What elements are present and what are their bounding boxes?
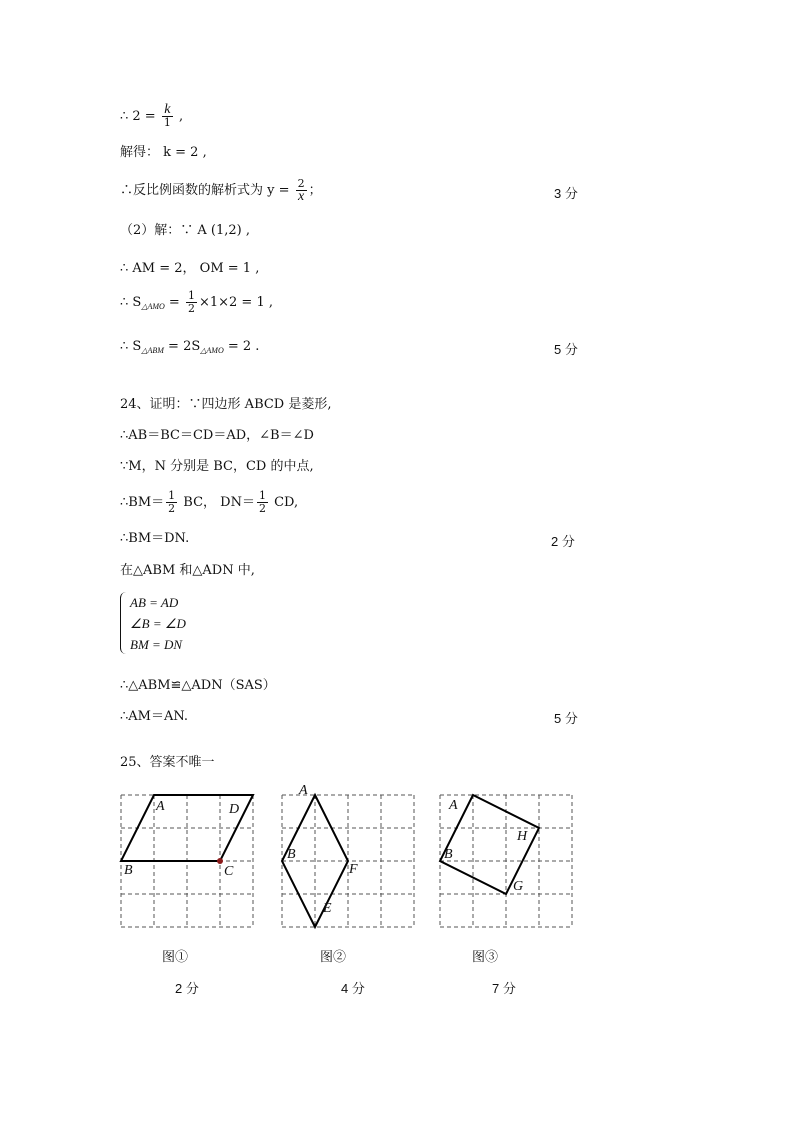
line-text: = 2 . <box>223 339 260 354</box>
q24-half-lengths <box>120 490 298 515</box>
score-3: 3 分 <box>554 186 578 201</box>
brace <box>120 592 127 654</box>
area-abm-line <box>120 338 259 360</box>
point-c-marker <box>217 858 223 864</box>
label-b: B <box>287 847 296 862</box>
score-2: 2 分 <box>551 534 575 549</box>
label-f: F <box>349 862 358 877</box>
fraction <box>296 178 307 203</box>
denominator: 2 <box>258 502 266 515</box>
label-c: C <box>224 864 234 879</box>
q24-equal-sides: ∴AB＝BC＝CD＝AD，∠B＝∠D <box>120 428 314 443</box>
line-text: ∴ S <box>120 339 142 354</box>
q24-midpoints: ∵M，N 分别是 BC，CD 的中点, <box>120 459 314 474</box>
numerator: 2 <box>297 177 305 190</box>
part2-intro-line: （2）解：∵ A (1,2) , <box>120 223 251 238</box>
q24-triangles: 在△ABM 和△ADN 中, <box>120 563 255 578</box>
figure-1-score: 2 分 <box>175 981 199 996</box>
line-text: = <box>164 295 180 310</box>
subscript: △AMO <box>141 302 165 311</box>
eq-k-over-1: ∴ 2 = $\frac{k}{1}$ , <box>120 102 184 129</box>
label-g: G <box>513 879 524 894</box>
line-text: ∴BM＝ <box>120 495 165 510</box>
system-row: ∠B = ∠D <box>130 616 186 631</box>
figure-3-score: 7 分 <box>492 981 516 996</box>
system-row: BM = DN <box>130 637 183 652</box>
line-text: BC， DN＝ <box>179 495 255 510</box>
denominator: 1 <box>163 116 171 129</box>
fraction <box>186 290 197 315</box>
figure-2-score: 4 分 <box>341 981 365 996</box>
q24-conclusion: ∴AM＝AN. <box>120 709 189 724</box>
q25-heading: 25、答案不唯一 <box>120 755 215 770</box>
function-expression-line <box>120 178 322 203</box>
label-e: E <box>323 901 332 916</box>
numerator: 1 <box>187 289 195 302</box>
numerator: 1 <box>168 489 176 502</box>
score-5: 5 分 <box>554 711 578 726</box>
equation-system <box>120 592 186 655</box>
denominator: 2 <box>187 302 195 315</box>
label-h: H <box>517 829 528 844</box>
subscript: △ABM <box>141 346 164 355</box>
q24-bm-dn: ∴BM＝DN. <box>120 531 190 546</box>
area-amo-line <box>120 290 273 316</box>
subscript: △AMO <box>200 346 224 355</box>
figure-2-caption: 图② <box>320 950 347 965</box>
label-a: A <box>299 783 308 798</box>
figure-3-caption: 图③ <box>472 950 499 965</box>
line-text: ∴反比例函数的解析式为 y = <box>120 183 290 198</box>
label-b: B <box>124 863 133 878</box>
numerator: k <box>162 104 173 117</box>
line-text: ； <box>308 183 322 198</box>
figure-1-caption: 图① <box>162 950 189 965</box>
system-row: AB = AD <box>130 595 179 610</box>
figure-1-grid <box>118 792 258 932</box>
numerator: 1 <box>258 489 266 502</box>
line-text: ×1×2 = 1 , <box>198 295 273 310</box>
line-text: ∴ S <box>120 295 142 310</box>
solve-k-line: 解得： k = 2 , <box>120 145 207 160</box>
score-5: 5 分 <box>554 342 578 357</box>
am-om-line: ∴ AM = 2， OM = 1 , <box>120 261 260 276</box>
figure-2-grid <box>279 780 419 932</box>
label-a: A <box>156 799 165 814</box>
denominator: 2 <box>168 502 176 515</box>
label-b: B <box>444 847 453 862</box>
fraction <box>257 490 268 515</box>
label-a: A <box>449 798 458 813</box>
line-text: = 2S <box>163 339 201 354</box>
figure-3-grid <box>437 792 577 932</box>
label-d: D <box>229 802 240 817</box>
q24-heading: 24、证明：∵四边形 ABCD 是菱形, <box>120 397 332 412</box>
q24-congruence: ∴△ABM≌△ADN（SAS） <box>120 678 276 693</box>
fraction <box>166 490 177 515</box>
line-text: CD, <box>269 495 299 510</box>
denominator: x <box>298 189 305 204</box>
fraction <box>162 104 173 129</box>
